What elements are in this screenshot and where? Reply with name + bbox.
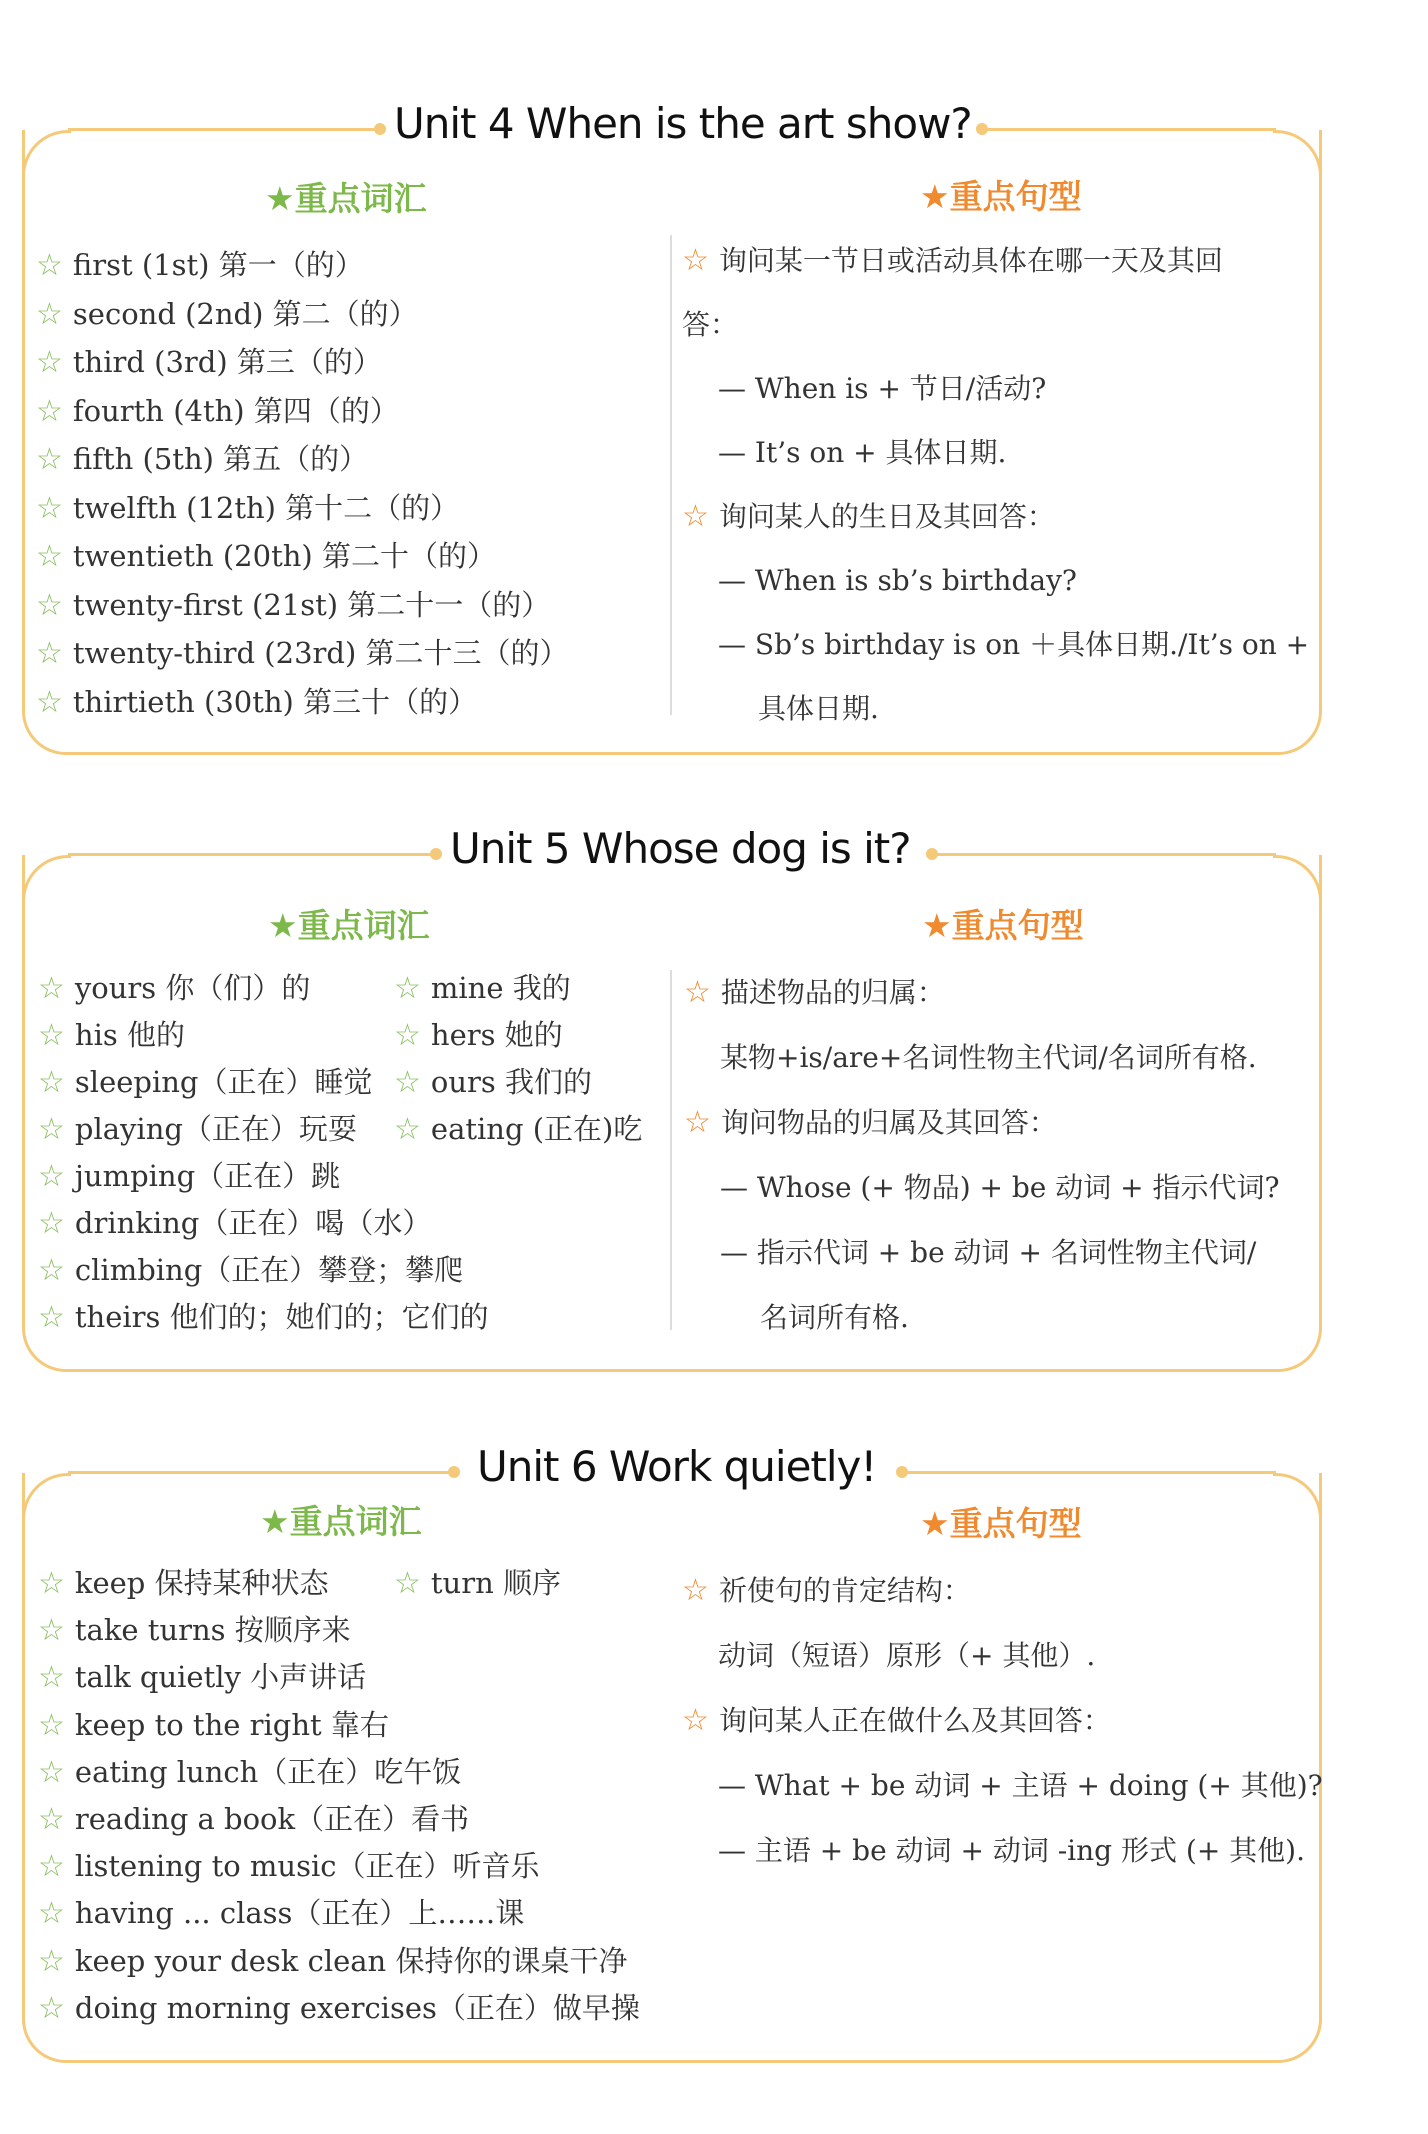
vocab-list-left [38,1560,640,2032]
pattern-heading-line: ☆ 描述物品的归属： [684,975,945,1010]
list-item: ☆ keep your desk clean 保持你的课桌干净 [38,1943,628,1979]
unit-title: Unit 6 Work quietly! [477,1442,877,1491]
star-bullet-icon: ☆ [38,1849,65,1885]
list-item: ☆ theirs 他们的；她们的；它们的 [38,1300,489,1335]
list-item: ☆ jumping（正在）跳 [38,1159,341,1194]
pattern-line: — What + be 动词 + 主语 + doing (+ 其他)? [718,1769,1323,1802]
star-bullet-icon: ☆ [394,1065,421,1100]
pattern-list [684,960,1280,1350]
title-line-left [68,128,378,131]
star-bullet-icon: ☆ [394,971,421,1006]
list-item: ☆ listening to music（正在）听音乐 [38,1849,540,1885]
star-bullet-icon: ☆ [38,1112,65,1147]
pattern-line: 动词（短语）原形（+ 其他）. [718,1639,1096,1672]
star-bullet-icon: ☆ [38,971,65,1006]
unit-4-card [22,95,1322,755]
star-bullet-icon: ☆ [36,442,63,477]
pattern-line: 某物+is/are+名词性物主代词/名词所有格. [720,1041,1257,1074]
pattern-line: 具体日期. [758,692,879,725]
star-bullet-icon: ☆ [682,243,709,278]
list-item: ☆ twentieth (20th) 第二十（的） [36,539,496,574]
star-bullet-icon: ☆ [38,1300,65,1335]
list-item: ☆ fourth (4th) 第四（的） [36,393,399,429]
title-dot-left [430,848,442,860]
list-item: ☆ drinking（正在）喝（水） [38,1206,432,1241]
star-bullet-icon: ☆ [38,1018,65,1053]
star-bullet-icon: ☆ [38,1065,65,1100]
vocab-heading: ★重点词汇 [260,1502,422,1541]
pattern-line: 答： [682,308,739,341]
star-bullet-icon: ☆ [36,345,63,380]
vocab-list-right [394,1560,561,1607]
list-item: ☆ thirtieth (30th) 第三十（的） [36,684,478,720]
pattern-heading: ★重点句型 [920,177,1082,216]
star-bullet-icon: ☆ [394,1018,421,1053]
star-bullet-icon: ☆ [682,1573,709,1608]
list-item: ☆ climbing（正在）攀登；攀爬 [38,1253,464,1288]
star-bullet-icon: ☆ [38,1206,65,1241]
list-item: ☆ twenty-third (23rd) 第二十三（的） [36,636,569,671]
title-dot-left [374,123,386,135]
star-bullet-icon: ☆ [36,248,63,283]
star-bullet-icon: ☆ [394,1566,421,1601]
vocab-list [36,241,568,726]
title-line-right [902,1471,1276,1474]
star-bullet-icon: ☆ [682,1703,709,1738]
pattern-line: — Whose (+ 物品) + be 动词 + 指示代词? [720,1171,1280,1204]
list-item: ☆ keep 保持某种状态 [38,1566,329,1601]
star-bullet-icon: ☆ [36,296,63,332]
star-bullet-icon: ☆ [36,684,63,720]
unit-title: Unit 5 Whose dog is it? [450,824,911,873]
title-line-right [982,128,1276,131]
pattern-heading: ★重点句型 [920,1504,1082,1543]
pattern-heading-line: ☆ 询问某一节日或活动具体在哪一天及其回 [682,243,1223,278]
title-line-left [68,853,434,856]
list-item: ☆ doing morning exercises（正在）做早操 [38,1990,640,2026]
list-item: ☆ twelfth (12th) 第十二（的） [36,490,460,526]
list-item: ☆ keep to the right 靠右 [38,1707,389,1743]
star-bullet-icon: ☆ [36,393,63,429]
star-bullet-icon: ☆ [38,1896,65,1932]
column-divider [670,235,672,715]
star-bullet-icon: ☆ [682,499,709,534]
list-item: ☆ reading a book（正在）看书 [38,1801,470,1837]
star-bullet-icon: ☆ [38,1566,65,1601]
list-item: ☆ mine 我的 [394,971,571,1006]
star-bullet-icon: ☆ [38,1159,65,1194]
title-dot-right [926,848,938,860]
star-bullet-icon: ☆ [684,975,711,1010]
unit-5-card [22,820,1322,1372]
star-bullet-icon: ☆ [38,1943,65,1979]
list-item: ☆ take turns 按顺序来 [38,1613,351,1649]
title-line-right [932,853,1276,856]
list-item: ☆ first (1st) 第一（的） [36,248,364,283]
list-item: ☆ third (3rd) 第三（的） [36,345,382,380]
unit-6-card [22,1438,1322,2063]
pattern-heading-line: ☆ 祈使句的肯定结构： [682,1573,971,1608]
list-item: ☆ ours 我们的 [394,1065,593,1100]
list-item: ☆ sleeping（正在）睡觉 [38,1065,373,1100]
title-dot-right [976,123,988,135]
pattern-line: — When is sb’s birthday? [718,564,1077,597]
vocab-heading: ★重点词汇 [268,906,430,945]
list-item: ☆ eating (正在)吃 [394,1112,643,1147]
list-item: ☆ eating lunch（正在）吃午饭 [38,1754,462,1790]
list-item: ☆ turn 顺序 [394,1566,561,1601]
vocab-heading: ★重点词汇 [265,179,427,218]
pattern-line: — 主语 + be 动词 + 动词 -ing 形式 (+ 其他). [718,1834,1306,1867]
vocab-list-right [394,965,642,1153]
list-item: ☆ hers 她的 [394,1018,563,1053]
column-divider [670,970,672,1330]
unit-title: Unit 4 When is the art show? [394,99,972,148]
star-bullet-icon: ☆ [38,1707,65,1743]
star-bullet-icon: ☆ [684,1105,711,1140]
list-item: ☆ yours 你（们）的 [38,971,311,1006]
pattern-heading: ★重点句型 [922,906,1084,945]
title-dot-right [896,1466,908,1478]
pattern-line: — When is + 节日/活动? [718,372,1047,405]
title-dot-left [448,1466,460,1478]
list-item: ☆ second (2nd) 第二（的） [36,296,418,332]
star-bullet-icon: ☆ [36,636,63,671]
star-bullet-icon: ☆ [38,1253,65,1288]
list-item: ☆ fifth (5th) 第五（的） [36,442,369,477]
pattern-line: — It’s on + 具体日期. [718,436,1007,469]
star-bullet-icon: ☆ [36,587,63,623]
pattern-line: 名词所有格. [760,1301,909,1334]
title-line-left [68,1471,452,1474]
pattern-heading-line: ☆ 询问某人的生日及其回答： [682,499,1055,534]
list-item: ☆ playing（正在）玩耍 [38,1112,357,1147]
star-bullet-icon: ☆ [36,539,63,574]
list-item: ☆ twenty-first (21st) 第二十一（的） [36,587,551,623]
star-bullet-icon: ☆ [36,490,63,526]
list-item: ☆ having ... class（正在）上……课 [38,1896,525,1932]
star-bullet-icon: ☆ [38,1660,65,1696]
list-item: ☆ talk quietly 小声讲话 [38,1660,367,1696]
pattern-line: — Sb’s birthday is on ＋具体日期./It’s on + [718,628,1310,661]
list-item: ☆ his 他的 [38,1018,185,1053]
star-bullet-icon: ☆ [38,1990,65,2026]
pattern-heading-line: ☆ 询问物品的归属及其回答： [684,1105,1057,1140]
star-bullet-icon: ☆ [38,1613,65,1649]
pattern-line: — 指示代词 + be 动词 + 名词性物主代词/ [720,1236,1257,1269]
pattern-heading-line: ☆ 询问某人正在做什么及其回答： [682,1703,1111,1738]
star-bullet-icon: ☆ [38,1801,65,1837]
pattern-list [682,1558,1323,1883]
star-bullet-icon: ☆ [394,1112,421,1147]
pattern-list [682,229,1309,741]
star-bullet-icon: ☆ [38,1754,65,1790]
